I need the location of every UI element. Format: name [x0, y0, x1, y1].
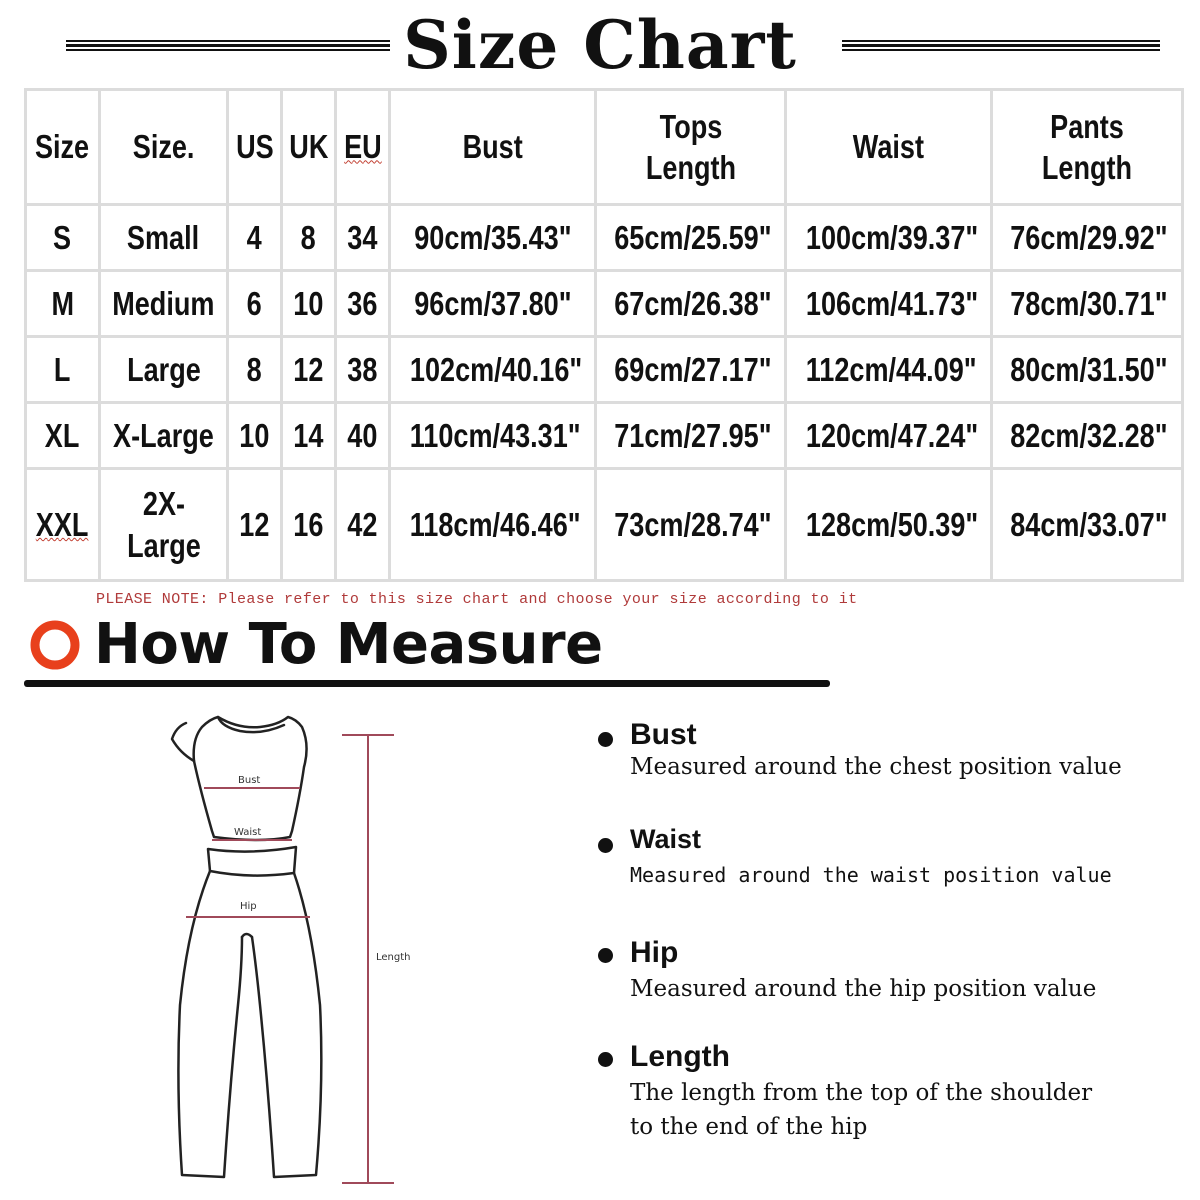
table-cell: 36 [336, 271, 390, 337]
definition-term: Hip [630, 936, 679, 969]
definition-desc: The length from the top of the shoulder to the end of the hip [630, 1080, 1093, 1140]
size-note: PLEASE NOTE: Please refer to this size chart and choose your size according to it [96, 591, 858, 608]
table-cell: 8 [282, 205, 336, 271]
table-cell: 12 [282, 337, 336, 403]
table-cell: 84cm/33.07" [992, 469, 1183, 581]
table-cell: 69cm/27.17" [596, 337, 786, 403]
table-row [26, 271, 1183, 337]
table-cell: X-Large [100, 403, 228, 469]
table-cell: 38 [336, 337, 390, 403]
table-cell: 100cm/39.37" [786, 205, 992, 271]
table-header-row [26, 90, 1183, 205]
table-cell: 40 [336, 403, 390, 469]
figure-label-hip: Hip [240, 901, 257, 912]
table-cell: 67cm/26.38" [596, 271, 786, 337]
header-cell: Pants Length [992, 90, 1183, 205]
table-cell: 71cm/27.95" [596, 403, 786, 469]
table-cell: 76cm/29.92" [992, 205, 1183, 271]
table-cell: XXL [26, 469, 100, 581]
figure-label-bust: Bust [238, 775, 261, 786]
table-cell: 73cm/28.74" [596, 469, 786, 581]
table-cell: Large [100, 337, 228, 403]
figure-label-length: Length [376, 952, 411, 963]
table-cell: 12 [228, 469, 282, 581]
table-cell: L [26, 337, 100, 403]
size-table [24, 88, 1184, 582]
table-row [26, 337, 1183, 403]
table-cell: 78cm/30.71" [992, 271, 1183, 337]
table-cell: 65cm/25.59" [596, 205, 786, 271]
table-cell: 10 [282, 271, 336, 337]
bullet-dot-icon [598, 948, 613, 963]
table-cell: 82cm/32.28" [992, 403, 1183, 469]
bullet-dot-icon [598, 732, 613, 747]
table-cell: 34 [336, 205, 390, 271]
table-cell: 6 [228, 271, 282, 337]
page-title: Size Chart [403, 6, 797, 84]
figure-label-waist: Waist [234, 827, 262, 838]
definition-term: Bust [630, 718, 697, 751]
table-cell: 8 [228, 337, 282, 403]
definition-term: Waist [630, 824, 702, 854]
table-cell: 2X-Large [100, 469, 228, 581]
table-cell: 90cm/35.43" [390, 205, 596, 271]
table-cell: 96cm/37.80" [390, 271, 596, 337]
definition-desc: Measured around the waist position value [630, 863, 1112, 887]
table-cell: 110cm/43.31" [390, 403, 596, 469]
table-row [26, 403, 1183, 469]
table-cell: 42 [336, 469, 390, 581]
title-row [0, 0, 1200, 88]
table-cell: M [26, 271, 100, 337]
garment-figure [150, 705, 450, 1195]
table-cell: XL [26, 403, 100, 469]
definition-term: Length [630, 1040, 730, 1073]
table-cell: 128cm/50.39" [786, 469, 992, 581]
header-cell: UK [282, 90, 336, 205]
header-cell: Size. [100, 90, 228, 205]
table-cell: 102cm/40.16" [390, 337, 596, 403]
title-rule-right [842, 40, 1160, 54]
bullet-dot-icon [598, 838, 613, 853]
table-cell: 4 [228, 205, 282, 271]
table-row [26, 205, 1183, 271]
table-cell: 10 [228, 403, 282, 469]
target-ring-icon [30, 620, 80, 670]
heading-underline [24, 680, 830, 687]
table-cell: 120cm/47.24" [786, 403, 992, 469]
header-cell: Waist [786, 90, 992, 205]
header-cell: EU [336, 90, 390, 205]
table-cell: 80cm/31.50" [992, 337, 1183, 403]
header-cell: Bust [390, 90, 596, 205]
table-cell: Small [100, 205, 228, 271]
table-cell: 14 [282, 403, 336, 469]
table-cell: Medium [100, 271, 228, 337]
definition-desc: Measured around the hip position value [630, 976, 1097, 1002]
table-cell: S [26, 205, 100, 271]
table-cell: 118cm/46.46" [390, 469, 596, 581]
table-cell: 16 [282, 469, 336, 581]
header-cell: Size [26, 90, 100, 205]
how-to-measure-title: How To Measure [94, 612, 603, 677]
table-cell: 106cm/41.73" [786, 271, 992, 337]
table-cell: 112cm/44.09" [786, 337, 992, 403]
bullet-dot-icon [598, 1052, 613, 1067]
definition-desc: Measured around the chest position value [630, 754, 1122, 780]
header-cell: US [228, 90, 282, 205]
table-row [26, 469, 1183, 581]
header-cell: Tops Length [596, 90, 786, 205]
